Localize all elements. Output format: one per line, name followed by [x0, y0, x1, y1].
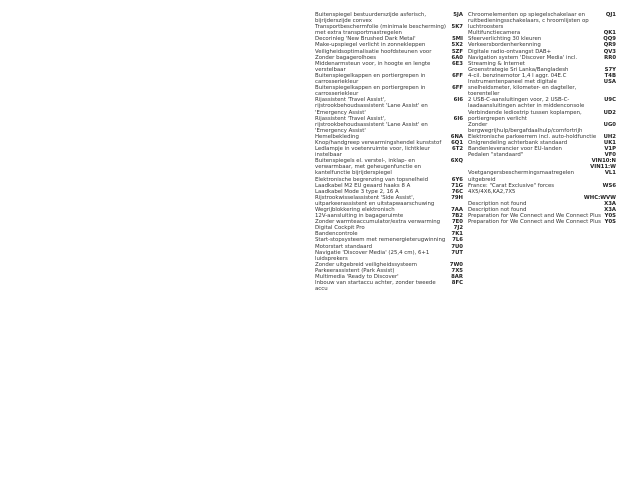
option-description: Zonder: [468, 121, 488, 128]
option-description: Laadkabel Mode 3 type 2, 16 A: [315, 188, 399, 195]
option-row: [315, 280, 463, 292]
option-code: 7X5: [451, 267, 463, 274]
option-description: Laadkabel M2 EU geaard haaks 8 A: [315, 182, 411, 189]
option-code: 7UT: [451, 249, 463, 256]
option-description: Verkeersbordenherkenning: [468, 42, 541, 49]
option-code: QJ1: [605, 12, 616, 18]
option-row: [315, 158, 463, 176]
option-code: UD2: [603, 109, 616, 116]
option-code: 5K7: [451, 24, 463, 31]
option-description: Description not found: [468, 207, 527, 213]
option-code: 7J2: [453, 225, 463, 232]
option-description: Zonder warmteaccumulator/extra verwarming: [315, 219, 441, 226]
option-description: Rijassistent 'Travel Assist', rijstrookbehoudsassistent 'Lane Assist' en 'Emergency Assist': [315, 97, 428, 116]
option-code: 7AA: [451, 207, 463, 213]
option-code: UG0: [603, 121, 616, 128]
option-description: Buitenspiegelkappen en portiergrepen in carrosseriekleur: [315, 72, 426, 86]
option-code: 6I6: [453, 115, 463, 122]
option-description: Wegrijblokkering elektronisch: [315, 207, 395, 213]
option-description: Parkeerassistent (Park Assist): [315, 267, 395, 274]
option-description: Digitale radio-ontvangst DAB+: [468, 48, 552, 55]
option-row: [468, 183, 616, 195]
option-code: VIN11:W: [590, 164, 616, 171]
option-code: 5X2: [451, 42, 463, 49]
option-row: [468, 55, 616, 67]
option-row: [315, 61, 463, 73]
option-code: UH2: [603, 133, 616, 140]
option-code: V1P: [604, 146, 616, 153]
option-row: [315, 97, 463, 115]
option-row: [315, 116, 463, 134]
option-description: Ledlampje in voetenruimte voor, lichtkleur instelbaar: [315, 146, 430, 159]
option-description: Navigation system 'Discover Media' incl. Streaming & Internet: [468, 54, 578, 67]
option-code: 6XQ: [450, 158, 463, 165]
option-code: U9C: [604, 97, 616, 104]
option-code: T4B: [604, 72, 616, 79]
option-description: Groenstrategie Sri Lanka/Bangladesh: [468, 66, 569, 73]
option-code: 6E3: [452, 60, 463, 67]
option-code: 71G: [451, 182, 463, 189]
option-code: 6NA: [450, 133, 463, 140]
option-description: Preparation for We Connect and We Connect Plus: [468, 213, 601, 220]
option-description: Middenarmsteun voor, in hoogte en lengte verstelbaar: [315, 60, 431, 73]
option-description: Buitenspiegelkappen en portiergrepen in carrosseriekleur: [315, 85, 426, 98]
option-row: [315, 24, 463, 36]
option-description: Sfeerverlichting 30 kleuren: [468, 36, 542, 43]
option-description: 12V-aansluiting in bagageruimte: [315, 213, 404, 220]
option-code: Y0S: [604, 219, 616, 226]
option-description: Digital Cockpit Pro: [315, 225, 365, 232]
option-description: Navigatie 'Discover Media' (25,4 cm), 6+1 luidsprekers: [315, 249, 430, 262]
option-row: [468, 79, 616, 97]
option-code: S7Y: [604, 66, 616, 73]
option-code: VL1: [604, 170, 616, 177]
option-description: Verbindende lediostrip tussen koplampen, portiergrepen verlicht: [468, 109, 582, 122]
option-description: Description not found: [468, 200, 527, 207]
option-row: [468, 170, 616, 182]
option-description: Knop/handgreep verwarmingshendel kunststof: [315, 139, 442, 146]
options-column-right: [468, 12, 616, 225]
option-code: QR9: [603, 42, 616, 49]
option-description: Rijstrookwisselassistent 'Side Assist', uitparkeerassistent en uitstapwaarschuwing: [315, 194, 435, 207]
option-code: WHC:WVW: [583, 194, 616, 201]
option-code: UK1: [603, 139, 616, 146]
option-row: [468, 219, 616, 225]
option-description: Rijassistent 'Travel Assist', rijstrookbehoudsassistent 'Lane Assist' en 'Emergency Assist': [315, 115, 428, 134]
option-code: 6Q1: [451, 139, 463, 146]
option-code: 7W0: [449, 261, 463, 268]
option-code: 7L6: [452, 237, 463, 244]
option-code: X3A: [604, 207, 616, 213]
option-code: X3A: [604, 200, 616, 207]
option-code: 6A0: [451, 54, 463, 61]
option-code: QK1: [603, 30, 616, 37]
option-description: 2 USB-C-aansluitingen voor, 2 USB-C-laadaansluitingen achter in middenconsole: [468, 97, 585, 110]
option-code: 6Y6: [451, 176, 463, 183]
option-code: 7K1: [451, 231, 463, 238]
option-description: 4-cil. benzinemotor 1,4 l aggr. 04E.C: [468, 72, 567, 79]
option-description: Pedalen "standaard": [468, 152, 524, 159]
option-description: Bandenleverancier voor EU-landen: [468, 146, 562, 153]
option-row: [315, 195, 463, 207]
option-description: Multifunctiecamera: [468, 30, 521, 37]
option-row: [315, 250, 463, 262]
option-code: QV3: [603, 48, 616, 55]
option-description: Motorstart standaard: [315, 243, 373, 250]
option-code: 7E0: [452, 219, 463, 226]
option-code: RR0: [604, 54, 616, 61]
option-description: Voetgangersbeschermingsmaatregelen uitgebreid: [468, 170, 575, 183]
option-description: Hemelbekleding: [315, 133, 359, 140]
option-code: Y0S: [604, 213, 616, 220]
option-code: 6FF: [452, 85, 463, 92]
option-description: Chroomelementen op spiegelschakelaar en ruitbedieningsschakelaars, c hroomlijsten op luchtroosters: [468, 12, 589, 31]
option-description: Instrumentenpaneel met digitale snelheidsmeter, kilometer- en dagteller, toerenteller: [468, 79, 577, 98]
option-description: Make-upspiegel verlicht in zonnekleppen: [315, 42, 426, 49]
option-description: Multimedia 'Ready to Discover': [315, 274, 399, 281]
option-code: 79H: [451, 194, 463, 201]
option-code: VIN10:N: [591, 158, 616, 165]
option-description: Transportbeschermfolie (minimale bescherming) met extra transportmastregelen: [315, 24, 447, 37]
option-description: Onlgrendeling achterbank standaard: [468, 139, 568, 146]
option-code: 76C: [451, 188, 463, 195]
option-description: Veiligheidsoptimalisatie hoofdsteunen voor: [315, 48, 432, 55]
document-page: [150, 0, 616, 480]
option-code: VF0: [604, 152, 616, 159]
option-description: Buitenspiegel bestuurderszijde asferisch, bijrijderszijde convex: [315, 12, 427, 25]
option-row: [468, 12, 616, 30]
option-description: Preparation for We Connect and We Connect Plus: [468, 219, 601, 226]
option-row: [315, 73, 463, 85]
option-code: 8FC: [451, 280, 463, 287]
option-row: [315, 146, 463, 158]
option-code: 6T2: [452, 146, 463, 153]
option-code: 5MI: [452, 36, 463, 43]
option-code: 8AR: [451, 274, 463, 281]
option-code: WS6: [602, 182, 616, 189]
option-description: Zonder bagagerolhoes: [315, 54, 376, 61]
option-description: Elektronische begrenzing van topsnelheid: [315, 176, 429, 183]
option-row: [468, 97, 616, 109]
option-code: 7U0: [451, 243, 463, 250]
option-row: [315, 12, 463, 24]
option-code: 6FF: [452, 72, 463, 79]
option-code: 5JA: [453, 12, 463, 18]
options-column-left: [315, 12, 463, 292]
option-description: France: "Carat Exclusive" forces 4X5/4X6,KA2,7X5: [468, 182, 555, 195]
option-code: QQ9: [603, 36, 616, 43]
option-code: USA: [603, 79, 616, 86]
option-row: [315, 85, 463, 97]
option-code: 6I6: [453, 97, 463, 104]
option-description: bergwegrijhulp/bergafdaalhulp/comfortrijh: [468, 127, 583, 134]
option-code: 7B2: [451, 213, 463, 220]
option-description: Zonder uitgebreid veiligheidssysteem: [315, 261, 417, 268]
option-description: Start-stopsysteem met remenergieterugwinning: [315, 237, 446, 244]
option-description: Inbouw van startaccu achter, zonder tweede accu: [315, 280, 436, 293]
option-description: Buitenspiegels el. verstel-, inklap- en verwarmbaar, met geheugenfunctie en kantelfunctie bijrijderspiegel: [315, 158, 421, 177]
option-code: 5ZF: [451, 48, 463, 55]
option-row: [468, 110, 616, 122]
option-description: Elektronische parkeerrem incl. auto-holdfunctie: [468, 133, 597, 140]
option-description: Decorinleg 'New Brushed Dark Metal': [315, 36, 416, 43]
option-description: Bandencontrole: [315, 231, 358, 238]
